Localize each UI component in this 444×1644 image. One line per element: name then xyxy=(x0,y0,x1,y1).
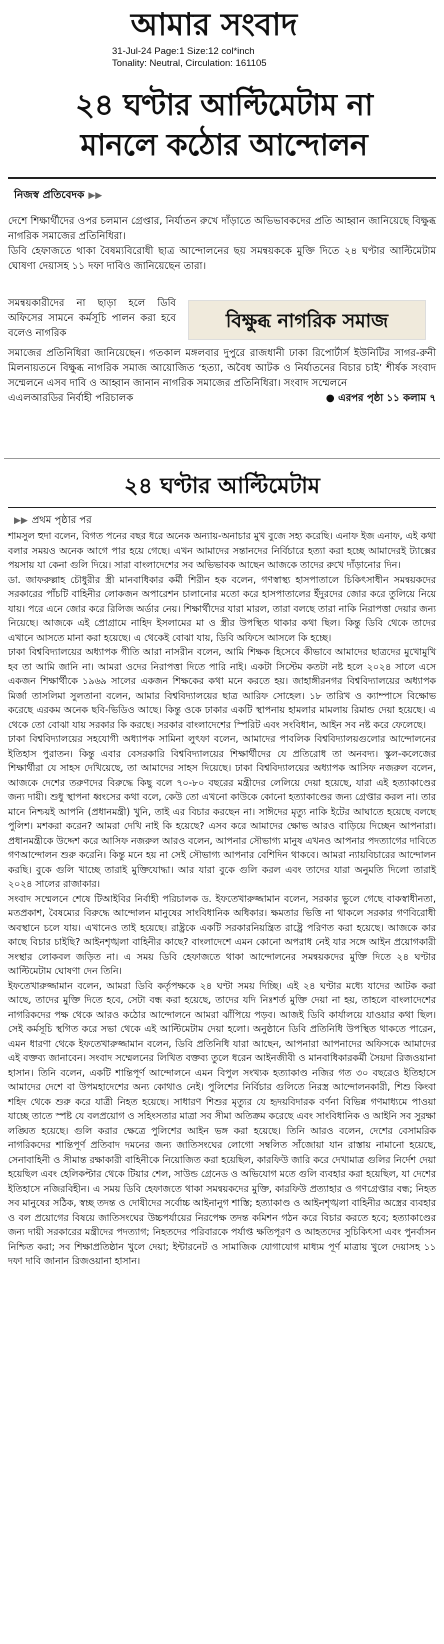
section-divider xyxy=(4,458,440,459)
meta-line-1: 31-Jul-24 Page:1 Size:12 col*inch xyxy=(112,46,255,57)
headline-rule xyxy=(8,177,436,179)
callout-area xyxy=(8,296,436,346)
body-paragraph: শামসুল হুদা বলেন, বিগত পনের বছর ধরে অনেক অন্যায়-অনাচার মুখ বুজে সহ্য করেছি। এনাফ ইজ এনাফ, এই কথা বলার সময়ও অনেক আগে পার হয়ে গেছে। এখন আমাদের সন্তানদের নির্বিচারে হত্যা করা হচ্ছে আমাদেরই ট্যাক্সের পয়সায় যা কেনা গুলি দিয়ে। সারা বাংলাদেশের সব অভিভাবক আছেন আজকে তাদের রুখে দাঁড়ানোর দিন। xyxy=(8,531,436,571)
body-paragraph: ডা. জাফরুল্লাহ চৌধুরীর স্ত্রী মানবাধিকার কর্মী শিরীন হক বলেন, গণস্বাস্থ্য হাসপাতালে চিকিৎসাধীন সমন্বয়কদের সরকারের পাঁচটি বাহিনীর লোকজন অপারেশন চালানোর মতো করে হাসপাতালের ইঁদুরদের জোর করে তুলিয়ে নিয়ে যায়। পরে এনে জোর করে রিলিজ অর্ডার নেয়। শিক্ষার্থীদের যারা মারল, তারা বলছে তারা নাকি নিরাপত্তা দেয়ার জন্য নিয়েছে। আজকে এই প্রোগ্রামে নাহিদ ইসলামের মা ও স্ত্রীর উপস্থিত থাকার কথা ছিল। কিন্তু ডিবি থেকে তাদের এখানে আসতে মানা করা হয়েছে। এ থেকেই বোঝা যায়, ডিবি অফিসে আসলে কি হচ্ছে। xyxy=(8,574,436,644)
headline-line-1: ২৪ ঘণ্টার আল্টিমেটাম না xyxy=(75,88,373,123)
byline xyxy=(14,188,102,205)
continuation-left: এএলআরডির নির্বাহী পরিচালক xyxy=(8,393,134,404)
newspaper-logo xyxy=(84,4,344,42)
body-paragraph: ইফতেখারুজ্জামান বলেন, আমরা ডিবি কর্তৃপক্ষকে ২৪ ঘণ্টা সময় দিচ্ছি। এই ২৪ ঘণ্টার মধ্যে যাদের আটক করা আছে, তাদের মুক্তি দিতে হবে, সেটা বন্ধ করা হয়েছে, তাদের যদি নিঃশর্ত মুক্তি দেয়া না হয়, তাহলে বাংলাদেশের নাগরিকদের পক্ষ থেকে আরও কঠোর আন্দোলনে আমরা ঝাঁপিয়ে পড়ব। আজই ডিবি কার্যালয়ে যাওয়ার কথা ছিল। সেই কর্মসূচি স্থগিত করে সভা থেকে এই আল্টিমেটাম দেয়া হলো। অনুষ্ঠানে ডিবি প্রতিনিধি উপস্থিত থাকতে পারেন, এমন ধারণা থেকে ইফতেখারুজ্জামান বলেন, ডিবি প্রতিনিধি যারা আছেন, আপনারা আপনাদের অফিসকে আমাদের এই বক্তব্য জানাবেন। সংবাদ সম্মেলনের লিখিত বক্তব্য তুলে ধরেন আইনজীবী ও মানবাধিকারকর্মী সৈয়দা রিজওয়ানা হাসান। তিনি বলেন, একটি শান্তিপূর্ণ আন্দোলনে এমন বিপুল সংখ্যক হত্যাকাণ্ড নজির গত ৩০ বছরেও ইতিহাসে আমাদের দেশে বা উপমহাদেশের অন্য কোথাও নেই। পুলিশের নির্বিচার গুলিতে নিরস্ত্র আন্দোলনকারী, শিশু কিংবা শহিদ থেকে শুরু করে যাত্রী নিহত হয়েছে। সাধারণ শিশুর মৃত্যুর যে হৃদয়বিদারক বর্ণনা বিভিন্ন গণমাধ্যমে পাওয়া যাচ্ছে তাতে স্পষ্ট যে বলপ্রয়োগ ও সহিংসতার মাত্রা সব সীমা অতিক্রম করেছে এবং সাংবিধানিক ও আইনি সব সুরক্ষা লঙ্ঘিত হয়েছে। গুলি করার ক্ষেত্রে পুলিশের আইন ভঙ্গ করা হয়েছে। তিনি আরও বলেন, দেশের বেসামরিক নাগরিকদের শান্তিপূর্ণ প্রতিবাদ দমনের জন্য জাতিসংঘের লোগো সম্বলিত সাঁজোয়া যান রাস্তায় নামানো হয়েছে, সেনাবাহিনী ও সীমান্ত রক্ষাকারী বাহিনীকে নিয়োজিত করা হয়েছিল, কারফিউ জারি করে দেখামাত্র গুলির নির্দেশ দেয়া হয়েছিল এবং হেলিকপ্টার থেকে টিয়ার শেল, সাউন্ড গ্রেনেড ও অভিযোগ মতে গুলি ব্যবহার করা হয়েছিল, যা দেশের ইতিহাসে নজিরবিহীন। এ সময় ডিবি হেফাজতে থাকা সমন্বয়কদের মুক্তি, কারফিউ প্রত্যাহার ও গণগ্রেপ্তার বন্ধ; নিহত সব মানুষের সঠিক, স্বচ্ছ তদন্ত ও দোষীদের সর্বোচ্চ আইনানুগ শাস্তি; হত্যাকাণ্ড ও আইনশৃঙ্খলা বাহিনীর অস্ত্রের ব্যবহার ও বল প্রয়োগের বিষয়ে জাতিসংঘের উচ্চপর্যায়ের নিরপেক্ষ তদন্ত কমিশন গঠন করে বিচার করতে হবে; হত্যাকাণ্ডের জন্য দায়ী সরকারের মন্ত্রীদের পদত্যাগ; নিহতদের পরিবারকে পর্যাপ্ত ক্ষতিপূরণ ও আহতদের সুচিকিৎসা এবং পুনর্বাসন নিশ্চিত করা; সব শিক্ষাপ্রতিষ্ঠান খুলে দেয়া; ইন্টারনেট ও সামাজিক যোগাযোগ মাধ্যম পূর্ণ মাত্রায় খুলে দেয়াসহ ১১ দফা দাবি জানান রিজওয়ানা হাসান। xyxy=(8,980,436,1267)
lead-paragraph-2: ডিবি হেফাজতে থাকা বৈষম্যবিরোধী ছাত্র আন্দোলনের ছয় সমন্বয়ককে মুক্তি দিতে ২৪ ঘণ্টার আল্টিমেটাম ঘোষণা দেয়াসহ ১১ দফা দাবিও জানিয়েছেন তারা। xyxy=(8,246,436,272)
headline-line-2: মানলে কঠোর আন্দোলন xyxy=(80,128,368,163)
continuation-line xyxy=(8,391,436,406)
logo-text: আমার সংবাদ xyxy=(130,7,298,42)
body-paragraph: ঢাকা বিশ্ববিদ্যালয়ের সহযোগী অধ্যাপক সামিনা লুৎফা বলেন, আমাদের পাবলিক বিশ্ববিদ্যালয়গুলোর আন্দোলনের ইতিহাস পুরাতন। কিন্তু এবার বেসরকারি বিশ্ববিদ্যালয়ের শিক্ষার্থীদের যে প্রতিরোধ তা অনবদ্য। স্কুল-কলেজের শিক্ষার্থীরা যে সাহস দেখিয়েছে, তা আমাদের সাহস দিয়েছে। ঢাকা বিশ্ববিদ্যালয়ের অধ্যাপক আসিফ নজরুল বলেন, আজকে দেশের তরুণদের বিরুদ্ধে কিছু বলে ৭০-৮০ বছরের মন্ত্রীদের লেলিয়ে দেয়া হয়েছে, যারা এই হত্যাকাণ্ডের জন্য দায়ী। শুধু স্থাপনা ধ্বংসের কথা বলে, কেউ তো এখনো কাউকে কোনো হত্যাকাণ্ডের জন্য গ্রেপ্তার করল না। তার মানে নিশ্চয়ই আপনি (প্রধানমন্ত্রী) খুনি, তাই এর বিচার করছেন না। সাঈদের মৃত্যু নাকি ইটের আঘাতে হয়েছে বলছে পুলিশ। মশকরা করেন? আমরা দেখি নাই কি হয়েছে? এসব করে আমাদের ক্ষোভ আরও বাড়িয়ে দিচ্ছেন আপনারা। প্রধানমন্ত্রীকে উদ্দেশ করে আসিফ নজরুল আরও বলেন, আপনার সৌভাগ্য মানুষ এখনও আপনার পদত্যাগের দাবিতে গণআন্দোলন শুরু করেনি। কিন্তু মনে হয় না সেই সৌভাগ্য আপনার বেশিদিন থাকবে। আমরা ন্যায়বিচারের আন্দোলন করছি। বুকে গুলি খাচ্ছে তারাই মুক্তিযোদ্ধা। আর যারা বুকে গুলি করল এবং তাদের যারা অনুমতি দিলো তারাই ২০২৪ সালের রাজাকার। xyxy=(8,734,436,890)
body-paragraph: ঢাকা বিশ্ববিদ্যালয়ের অধ্যাপক গীতি আরা নাসরীন বলেন, আমি শিক্ষক হিসেবে কীভাবে আমাদের ছাত্রদের মুখোমুখি হব তা আমি জানি না। আমরা ওদের নিরাপত্তা দিতে পারি নাই। একটা সিস্টেম কতটা নষ্ট হলে ২০২৪ সালে এসে একজন শিক্ষার্থীকে ১৯৬৯ সালের একজন শিক্ষকের কথা মনে করতে হয়। জাহাঙ্গীরনগর বিশ্ববিদ্যালয়ের অধ্যাপক মির্জা তাসলিমা সুলতানা বলেন, আমার বিশ্ববিদ্যালয়ের ছাত্র আরিফ সোহেল। ১৮ তারিখ ও ক্যাম্পাসে বিক্ষোভ করেছে এরকম অনেক ছবি-ভিডিও আছে। কিন্তু ওকে ঢাকার একটি স্থাপনায় হামলার মামলায় রিমান্ড দেয়া হয়েছে। এ থেকে তো বোঝা যায় সরকার কি করছে। সরকার বাংলাদেশের স্পিরিট এবং সংবিধান, আইন সব নষ্ট করে ফেলেছে। xyxy=(8,647,436,731)
body-paragraph: সংবাদ সম্মেলনে শেষে টিআইবির নির্বাহী পরিচালক ড. ইফতেখারুজ্জামান বলেন, সরকার ভুলে গেছে বাকস্বাধীনতা, মতপ্রকাশ, বৈষম্যের বিরুদ্ধে আন্দোলন মানুষের সাংবিধানিক অধিকার। ক্ষমতার ভিত্তি না থাকলে সরকার গণবিরোধী অবস্থানে চলে যায়। এখানেও তাই হয়েছে। রাষ্ট্রকে একটি সরকারনিয়ন্ত্রিত রাষ্ট্রে পরিণত করা হয়েছে। আজকে কার কাছে বিচার চাইছি? আইনশৃঙ্খলা বাহিনীর কাছে? বাংলাদেশে এমন কোনো অপরাধ নেই যার সঙ্গে আইন প্রয়োগকারী সংস্থার লোকবল জড়িত না। এ সময় ডিবি হেফাজতে থাকা আন্দোলনের সমন্বয়কদের মুক্তি দিতে ২৪ ঘণ্টার আল্টিমেটাম ঘোষণা দেন তিনি। xyxy=(8,893,436,977)
lead-paragraph-1: দেশে শিক্ষার্থীদের ওপর চলমান গ্রেপ্তার, নির্যাতন রুখে দাঁড়াতে অভিভাবকদের প্রতি আহ্বান জানিয়েছে বিক্ষুব্ধ নাগরিক সমাজের প্রতিনিধিরা। xyxy=(8,216,436,242)
continued-from xyxy=(14,513,92,530)
lead-text xyxy=(8,214,436,274)
box-side-text: সমন্বয়কারীদের না ছাড়া হলে ডিবি অফিসের সামনে কর্মসূচি পালন করা হবে বলেও নাগরিক xyxy=(8,298,176,339)
clipping-meta xyxy=(112,46,442,69)
continuation-rule xyxy=(8,507,436,508)
page-headline xyxy=(14,86,434,166)
continuation-headline: ২৪ ঘণ্টার আল্টিমেটাম xyxy=(123,474,321,499)
double-triangle-icon: ▶▶ xyxy=(88,191,103,201)
byline-text: নিজস্ব প্রতিবেদক xyxy=(14,189,85,201)
continuation-body xyxy=(8,530,436,1270)
meta-line-2: Tonality: Neutral, Circulation: 161105 xyxy=(112,57,267,69)
continuation-jump: ● এরপর পৃষ্ঠা ১১ কলাম ৭ xyxy=(325,393,436,404)
lead-paragraph-3: সমাজের প্রতিনিধিরা জানিয়েছেন। গতকাল মঙ্গলবার দুপুরে রাজধানী ঢাকা রিপোর্টার্স ইউনিটির সাগর-রুনী মিলনায়তনে বিক্ষুব্ধ নাগরিক সমাজ আয়োজিত ‘হত্যা, অবৈধ আটক ও নির্যাতনের বিচার চাই’ শীর্ষক সংবাদ সম্মেলনে এসব দাবি ও আহ্বান জানান নাগরিক সমাজের প্রতিনিধিরা। সংবাদ সম্মেলনে xyxy=(8,348,436,389)
double-triangle-icon: ▶▶ xyxy=(14,516,28,526)
continued-from-label: প্রথম পৃষ্ঠার পর xyxy=(31,515,92,526)
callout-box: বিক্ষুব্ধ নাগরিক সমাজ xyxy=(188,300,426,340)
